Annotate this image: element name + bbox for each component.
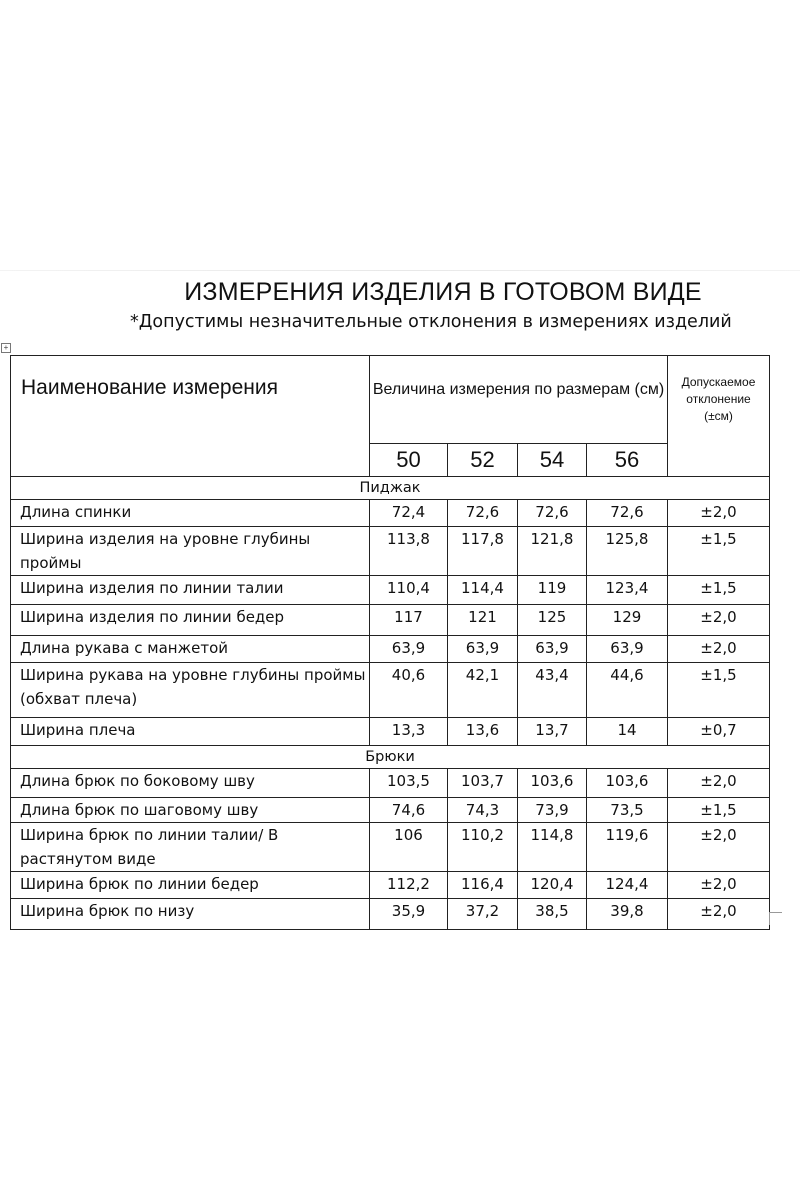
section-title: Брюки	[11, 746, 770, 769]
size-header: 52	[448, 444, 518, 477]
size-value: 124,4	[587, 872, 668, 899]
table-row	[11, 872, 770, 899]
table-row	[11, 500, 770, 527]
section-row	[11, 746, 770, 769]
value-column-header: Величина измерения по размерам (см)	[370, 356, 668, 444]
table-row	[11, 605, 770, 636]
tolerance-value: ±2,0	[668, 899, 770, 930]
page-corner-mark	[769, 912, 782, 925]
tolerance-value: ±1,5	[668, 527, 770, 576]
size-value: 73,9	[518, 798, 587, 823]
size-value: 63,9	[587, 636, 668, 663]
section-title: Пиджак	[11, 477, 770, 500]
size-value: 119,6	[587, 823, 668, 872]
size-value: 14	[587, 718, 668, 746]
size-header: 50	[370, 444, 448, 477]
tolerance-value: ±2,0	[668, 636, 770, 663]
size-value: 110,4	[370, 576, 448, 605]
size-value: 40,6	[370, 663, 448, 718]
size-header: 56	[587, 444, 668, 477]
size-value: 103,6	[587, 769, 668, 798]
table-row	[11, 769, 770, 798]
table-row	[11, 899, 770, 930]
size-value: 74,3	[448, 798, 518, 823]
size-value: 129	[587, 605, 668, 636]
measurement-name: Ширина изделия по линии бедер	[11, 605, 370, 636]
size-value: 44,6	[587, 663, 668, 718]
measurement-name: Длина брюк по боковому шву	[11, 769, 370, 798]
measurement-name: Длина спинки	[11, 500, 370, 527]
measurement-name: Длина брюк по шаговому шву	[11, 798, 370, 823]
table-row	[11, 663, 770, 718]
size-value: 121,8	[518, 527, 587, 576]
table-row	[11, 823, 770, 872]
size-value: 63,9	[518, 636, 587, 663]
size-value: 74,6	[370, 798, 448, 823]
size-value: 125	[518, 605, 587, 636]
table-row	[11, 636, 770, 663]
tolerance-value: ±1,5	[668, 576, 770, 605]
document-title: ИЗМЕРЕНИЯ ИЗДЕЛИЯ В ГОТОВОМ ВИДЕ	[184, 278, 702, 306]
tolerance-value: ±2,0	[668, 500, 770, 527]
measurement-name: Ширина брюк по линии бедер	[11, 872, 370, 899]
tolerance-value: ±2,0	[668, 872, 770, 899]
tolerance-value: ±2,0	[668, 823, 770, 872]
measurement-name: Длина рукава с манжетой	[11, 636, 370, 663]
size-value: 106	[370, 823, 448, 872]
size-value: 63,9	[370, 636, 448, 663]
size-value: 38,5	[518, 899, 587, 930]
size-value: 103,6	[518, 769, 587, 798]
size-value: 125,8	[587, 527, 668, 576]
size-value: 73,5	[587, 798, 668, 823]
table-row	[11, 576, 770, 605]
size-value: 72,6	[448, 500, 518, 527]
table-move-handle-icon[interactable]: +	[1, 343, 11, 353]
section-row	[11, 477, 770, 500]
size-value: 37,2	[448, 899, 518, 930]
size-value: 42,1	[448, 663, 518, 718]
tolerance-value: ±1,5	[668, 798, 770, 823]
size-value: 13,7	[518, 718, 587, 746]
tolerance-value: ±2,0	[668, 605, 770, 636]
measurement-name: Ширина брюк по низу	[11, 899, 370, 930]
size-value: 112,2	[370, 872, 448, 899]
size-value: 117,8	[448, 527, 518, 576]
measurements-table	[10, 355, 770, 930]
size-value: 72,4	[370, 500, 448, 527]
size-value: 63,9	[448, 636, 518, 663]
size-value: 35,9	[370, 899, 448, 930]
size-value: 113,8	[370, 527, 448, 576]
page-edge	[0, 270, 800, 271]
name-column-header: Наименование измерения	[11, 356, 370, 477]
tolerance-header-unit: (±см)	[704, 409, 733, 423]
size-value: 121	[448, 605, 518, 636]
size-value: 116,4	[448, 872, 518, 899]
measurement-name: Ширина изделия на уровне глубины проймы	[11, 527, 370, 576]
tolerance-column-header	[668, 356, 770, 477]
size-value: 43,4	[518, 663, 587, 718]
size-header: 54	[518, 444, 587, 477]
document-subtitle: *Допустимы незначительные отклонения в измерениях изделий	[130, 312, 732, 332]
table-row	[11, 718, 770, 746]
size-value: 123,4	[587, 576, 668, 605]
size-value: 119	[518, 576, 587, 605]
tolerance-value: ±0,7	[668, 718, 770, 746]
measurement-name: Ширина изделия по линии талии	[11, 576, 370, 605]
size-value: 103,7	[448, 769, 518, 798]
size-value: 72,6	[518, 500, 587, 527]
table-row	[11, 798, 770, 823]
size-value: 114,4	[448, 576, 518, 605]
measurement-name: Ширина рукава на уровне глубины проймы (обхват плеча)	[11, 663, 370, 718]
size-value: 120,4	[518, 872, 587, 899]
measurement-name: Ширина брюк по линии талии/ В растянутом виде	[11, 823, 370, 872]
header-row	[11, 356, 770, 444]
tolerance-value: ±2,0	[668, 769, 770, 798]
size-value: 13,3	[370, 718, 448, 746]
tolerance-header-label: Допускаемое отклонение	[681, 375, 756, 406]
table-row	[11, 527, 770, 576]
size-value: 114,8	[518, 823, 587, 872]
measurement-name: Ширина плеча	[11, 718, 370, 746]
size-value: 72,6	[587, 500, 668, 527]
size-value: 110,2	[448, 823, 518, 872]
size-value: 117	[370, 605, 448, 636]
tolerance-value: ±1,5	[668, 663, 770, 718]
size-value: 103,5	[370, 769, 448, 798]
size-value: 13,6	[448, 718, 518, 746]
size-value: 39,8	[587, 899, 668, 930]
